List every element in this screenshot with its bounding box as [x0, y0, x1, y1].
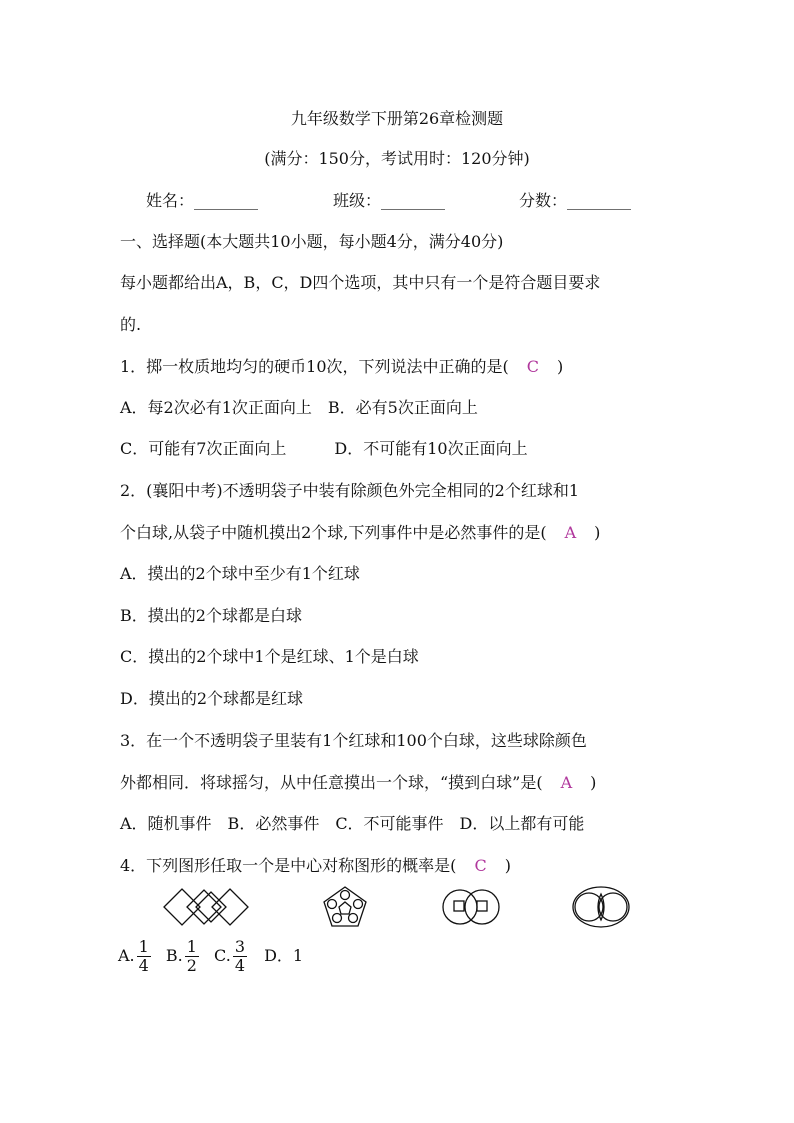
- section-heading: 一、选择题(本大题共10小题，每小题4分，满分40分): [120, 232, 504, 251]
- class-field: 班级：________: [333, 191, 446, 210]
- section-intro-line2: 的.: [120, 315, 142, 334]
- option-b-fraction: [185, 938, 199, 975]
- question-2-answer: A: [564, 523, 577, 542]
- coins-figure: [440, 884, 502, 930]
- question-4-stem: [120, 855, 511, 877]
- page-title: 九年级数学下册第26章检测题: [290, 109, 504, 128]
- question-2-option-a: A．摸出的2个球中至少有1个红球: [120, 564, 360, 583]
- name-field: 姓名：________: [146, 191, 259, 210]
- question-1-options-2: C．可能有7次正面向上 D．不可能有10次正面向上: [120, 439, 528, 458]
- option-b-numerator: 1: [186, 937, 197, 956]
- option-c-numerator: 3: [234, 937, 245, 956]
- question-2-line1: 2．(襄阳中考)不透明袋子中装有除颜色外完全相同的2个红球和1: [120, 481, 580, 500]
- question-2-close: ): [594, 523, 601, 542]
- question-3-line1: 3．在一个不透明袋子里装有1个红球和100个白球，这些球除颜色: [120, 731, 587, 750]
- ancient-coin-figure: [570, 884, 632, 930]
- option-d-label: D．1: [264, 946, 304, 965]
- question-1-stem: [120, 356, 563, 378]
- question-1-text: 1．掷一枚质地均匀的硬币10次，下列说法中正确的是(: [120, 357, 509, 376]
- question-2-text: 个白球,从袋子中随机摸出2个球,下列事件中是必然事件的是(: [120, 523, 547, 542]
- section-intro-line1: 每小题都给出A，B，C，D四个选项，其中只有一个是符合题目要求: [120, 273, 601, 292]
- question-2-option-c: C．摸出的2个球中1个是红球、1个是白球: [120, 647, 419, 666]
- question-4-options: [118, 936, 303, 976]
- question-3-answer: A: [560, 773, 573, 792]
- score-field: 分数：________: [519, 191, 632, 210]
- pentagon-figure: [320, 884, 370, 930]
- option-c-label: C.: [214, 946, 231, 965]
- option-a-fraction: [137, 938, 151, 975]
- question-1-options-1: A．每2次必有1次正面向上 B．必有5次正面向上: [120, 398, 478, 417]
- question-4-answer: C: [474, 856, 487, 875]
- question-4-figures: [0, 884, 794, 930]
- option-c-denominator: 4: [234, 956, 245, 975]
- question-2-option-b: B．摸出的2个球都是白球: [120, 606, 302, 625]
- option-a-denominator: 4: [138, 956, 149, 975]
- question-1-close: ): [557, 357, 564, 376]
- question-2-line2: [120, 522, 600, 544]
- question-3-options: A．随机事件 B．必然事件 C．不可能事件 D．以上都有可能: [120, 814, 585, 833]
- option-a-label: A.: [118, 946, 135, 965]
- option-c-fraction: [233, 938, 247, 975]
- question-3-close: ): [590, 773, 597, 792]
- knot-figure: [160, 884, 252, 930]
- page-subtitle: (满分：150分，考试用时：120分钟): [264, 149, 530, 168]
- question-3-text: 外都相同．将球摇匀，从中任意摸出一个球，“摸到白球”是(: [120, 773, 543, 792]
- question-2-option-d: D．摸出的2个球都是红球: [120, 689, 304, 708]
- question-1-answer: C: [526, 357, 540, 376]
- question-4-close: ): [504, 856, 511, 875]
- question-4-text: 4．下列图形任取一个是中心对称图形的概率是(: [120, 856, 457, 875]
- option-b-denominator: 2: [186, 956, 197, 975]
- option-a-numerator: 1: [138, 937, 149, 956]
- option-b-label: B.: [165, 946, 183, 965]
- question-3-line2: [120, 772, 596, 794]
